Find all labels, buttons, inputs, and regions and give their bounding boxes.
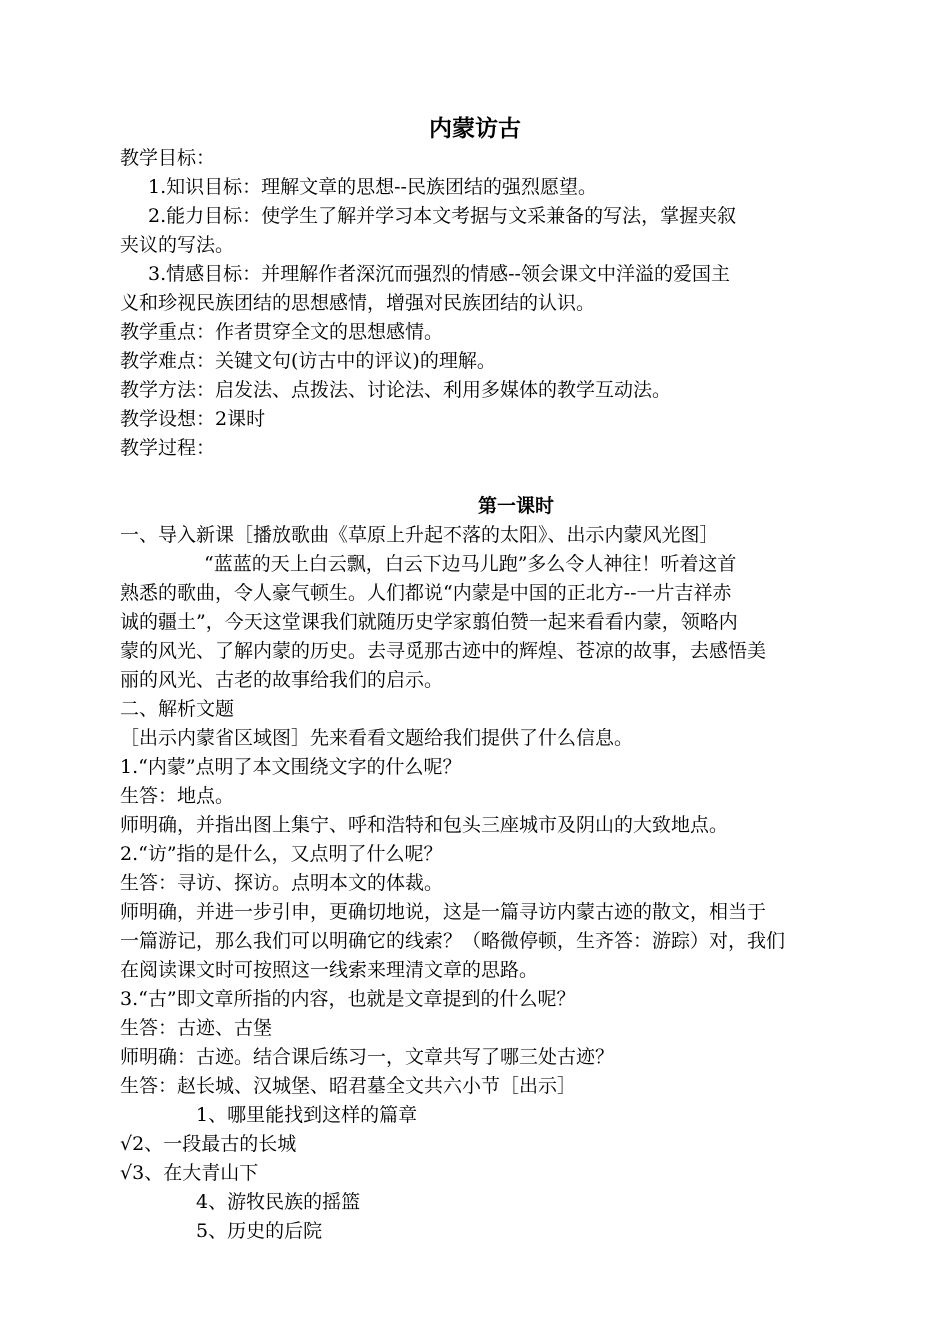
objective-ability-line-1: 2.能力目标：使学生了解并学习本文考据与文采兼备的写法，掌握夹叙 — [148, 205, 737, 227]
teacher-note-1: 师明确，并指出图上集宁、呼和浩特和包头三座城市及阴山的大致地点。 — [120, 814, 729, 836]
objective-knowledge: 1.知识目标：理解文章的思想--民族团结的强烈愿望。 — [148, 176, 597, 198]
document-body — [120, 144, 832, 1246]
answer-3: 生答：古迹、古堡 — [120, 1017, 273, 1039]
question-3: 3.“古”即文章所指的内容，也就是文章提到的什么呢？ — [120, 988, 576, 1010]
intro-line-5: 丽的风光、古老的故事给我们的启示。 — [120, 669, 444, 691]
teaching-methods: 教学方法：启发法、点拨法、讨论法、利用多媒体的教学互动法。 — [120, 379, 672, 401]
objectives-heading: 教学目标： — [120, 147, 216, 169]
teacher-note-2-line-2: 一篇游记，那么我们可以明确它的线索？（略微停顿，生齐答：游踪）对，我们 — [120, 930, 786, 952]
intro-heading: 一、导入新课［播放歌曲《草原上升起不落的太阳》、出示内蒙风光图］ — [120, 524, 719, 546]
question-1: 1.“内蒙”点明了本文围绕文字的什么呢？ — [120, 756, 462, 778]
teacher-note-3: 师明确：古迹。结合课后练习一，文章共写了哪三处古迹？ — [120, 1046, 615, 1068]
teaching-process: 教学过程： — [120, 437, 216, 459]
analysis-heading: 二、解析文题 — [120, 698, 235, 720]
key-point: 教学重点：作者贯穿全文的思想感情。 — [120, 321, 444, 343]
objective-emotion-line-2: 义和珍视民族团结的思想感情，增强对民族团结的认识。 — [120, 292, 596, 314]
page-title: 内蒙访古 — [429, 116, 521, 142]
answer-1: 生答：地点。 — [120, 785, 235, 807]
objective-ability-line-2: 夹议的写法。 — [120, 234, 235, 256]
teaching-plan: 教学设想：2课时 — [120, 408, 266, 430]
intro-line-2: 熟悉的歌曲，令人豪气顿生。人们都说“内蒙是中国的正北方--一片吉祥赤 — [120, 582, 732, 604]
answer-4: 生答：赵长城、汉城堡、昭君墓全文共六小节［出示］ — [120, 1075, 577, 1097]
section-item-4: 4、游牧民族的摇篮 — [196, 1191, 361, 1213]
intro-line-4: 蒙的风光、了解内蒙的历史。去寻觅那古迹中的辉煌、苍凉的故事，去感悟美 — [120, 640, 767, 662]
section-item-2: √2、一段最古的长城 — [120, 1133, 297, 1155]
teacher-note-2-line-3: 在阅读课文时可按照这一线索来理清文章的思路。 — [120, 959, 539, 981]
section-item-5: 5、历史的后院 — [196, 1220, 323, 1242]
intro-line-3: 诚的疆土”，今天这堂课我们就随历史学家翦伯赞一起来看看内蒙，领略内 — [120, 611, 738, 633]
blank-line — [120, 463, 832, 492]
difficulty: 教学难点：关键文句(访古中的评议)的理解。 — [120, 350, 496, 372]
lesson-title: 第一课时 — [477, 495, 554, 517]
section-item-3: √3、在大青山下 — [120, 1162, 259, 1184]
section-item-1: 1、哪里能找到这样的篇章 — [196, 1104, 418, 1126]
answer-2: 生答：寻访、探访。点明本文的体裁。 — [120, 872, 444, 894]
objective-emotion-line-1: 3.情感目标：并理解作者深沉而强烈的情感--领会课文中洋溢的爱国主 — [148, 263, 730, 285]
analysis-show-map: ［出示内蒙省区域图］先来看看文题给我们提供了什么信息。 — [120, 727, 634, 749]
question-2: 2.“访”指的是什么，又点明了什么呢？ — [120, 843, 443, 865]
teacher-note-2-line-1: 师明确，并进一步引申，更确切地说，这是一篇寻访内蒙古迹的散文，相当于 — [120, 901, 767, 923]
intro-line-1: “蓝蓝的天上白云飘，白云下边马儿跑”多么令人神往！听着这首 — [204, 553, 737, 575]
